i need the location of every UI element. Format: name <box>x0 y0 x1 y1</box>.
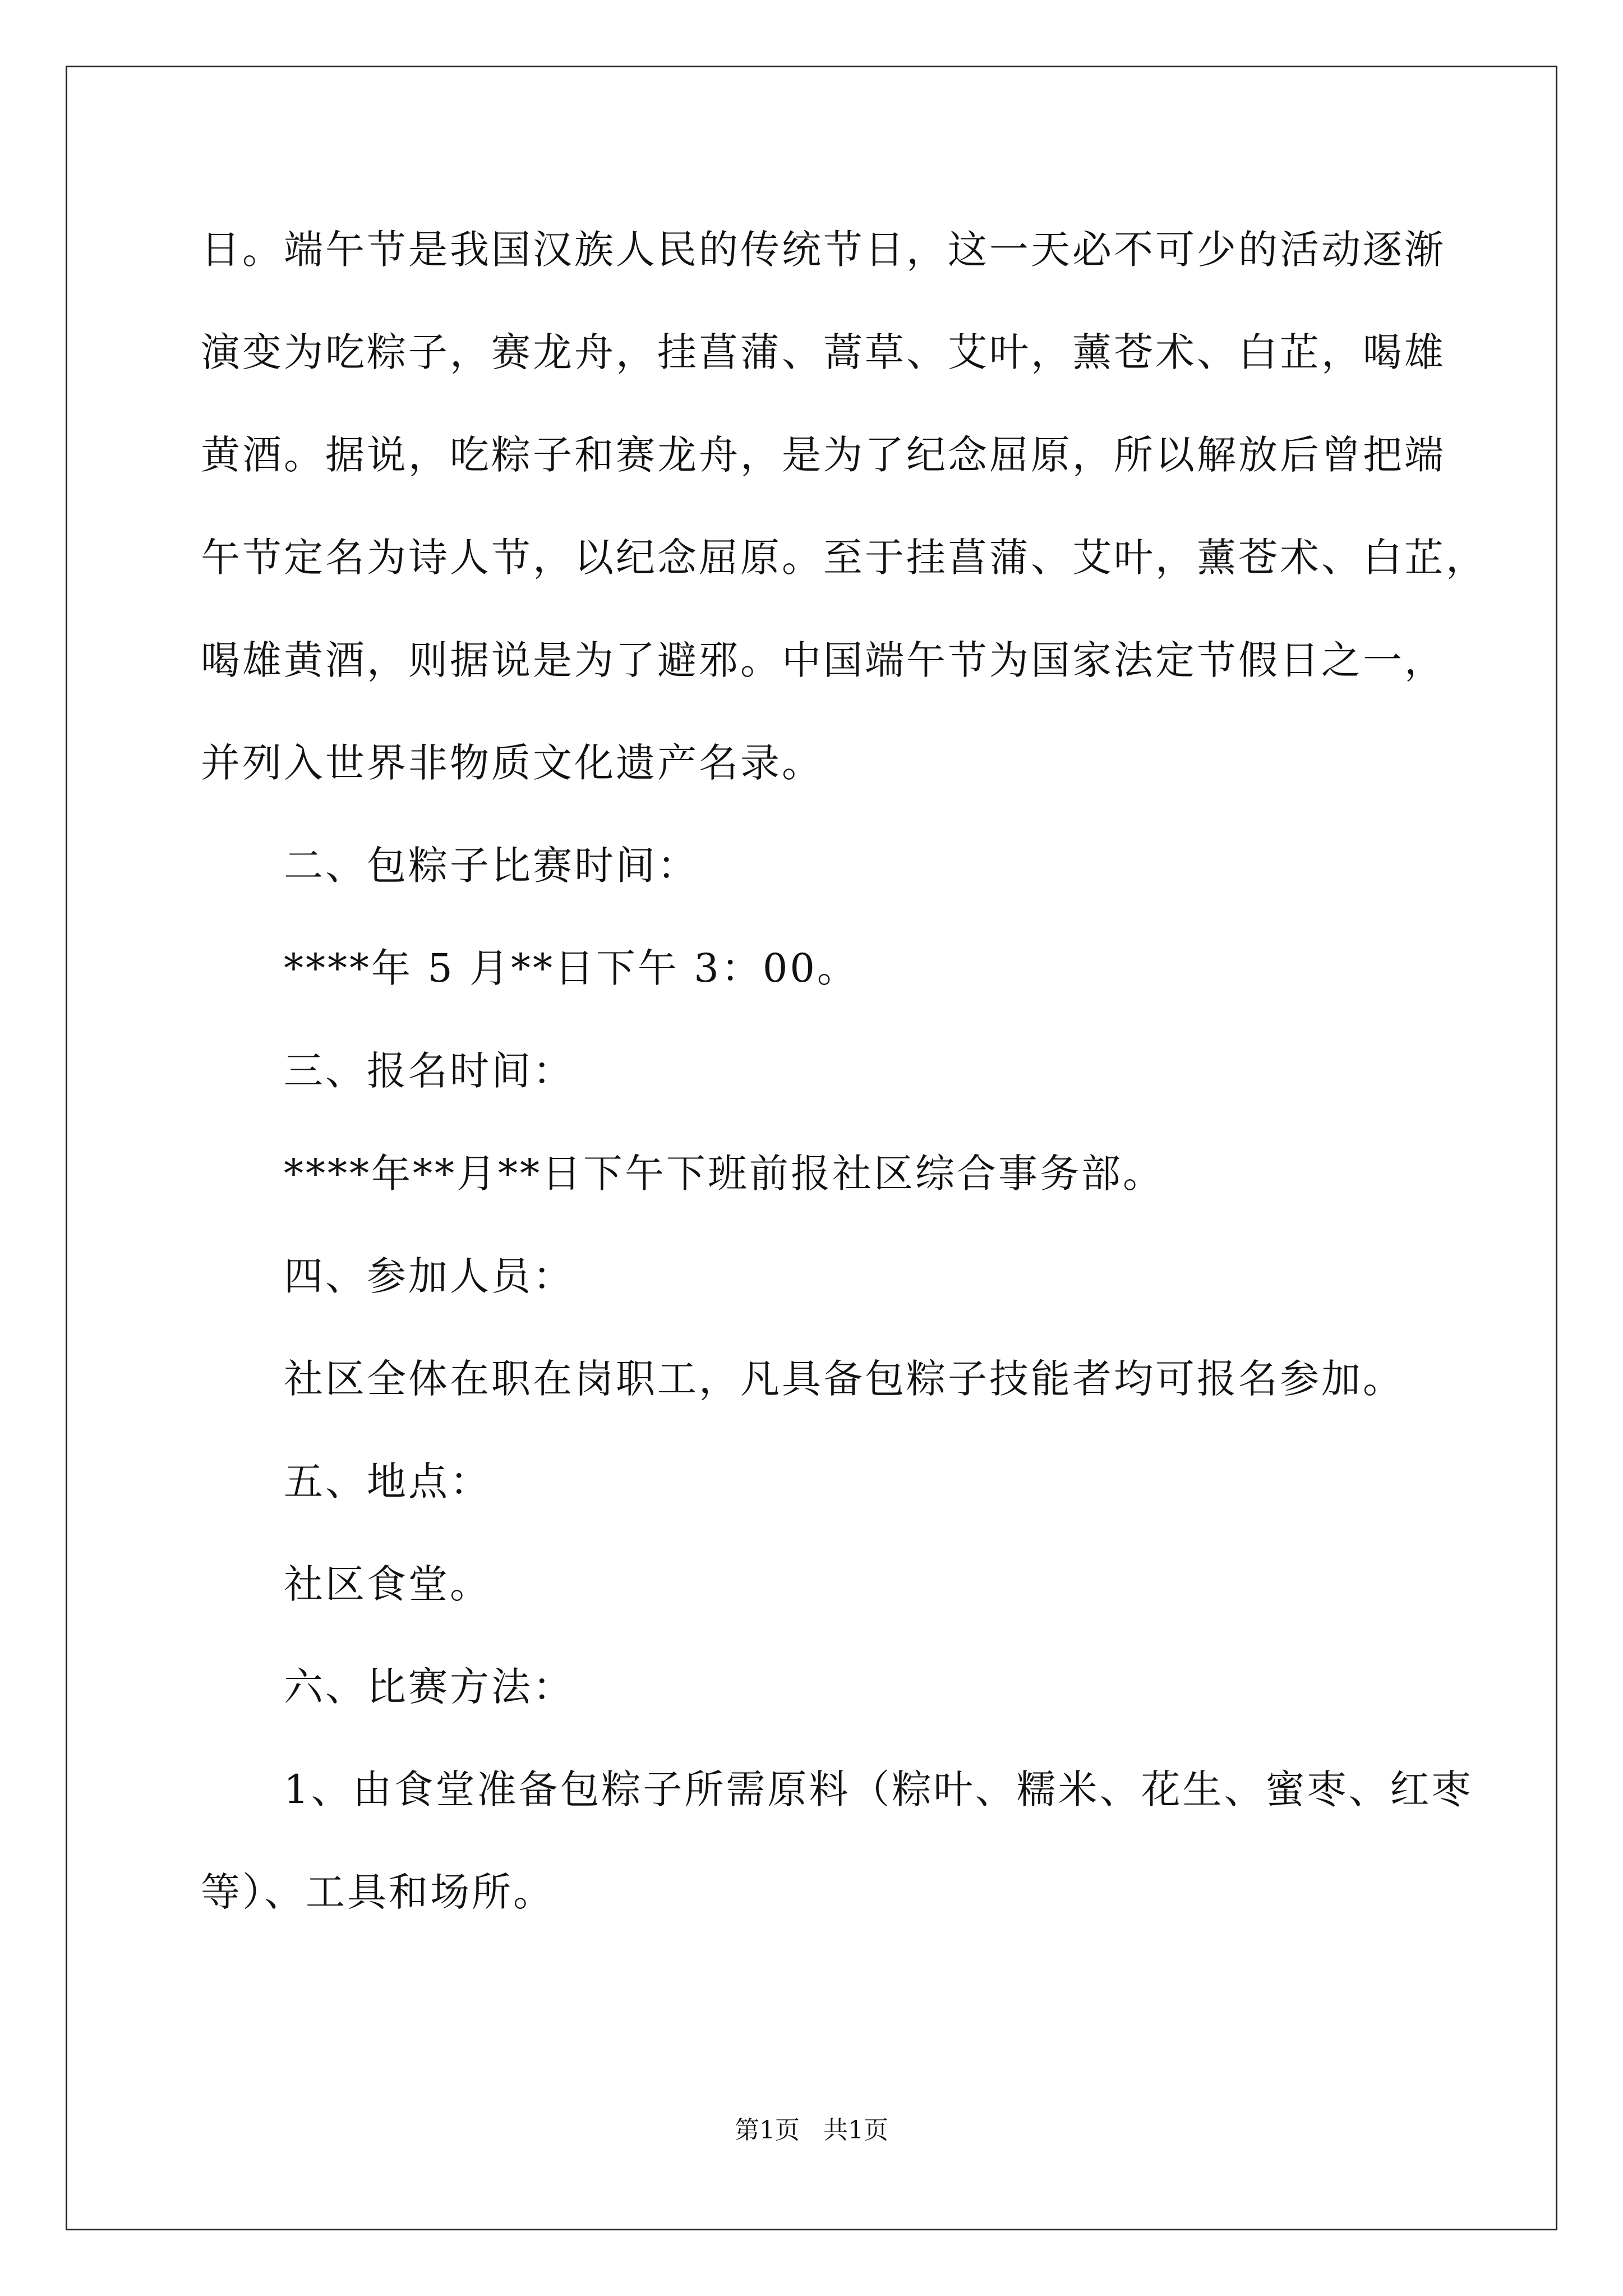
paragraph-line: 并列入世界非物质文化遗产名录。 <box>201 740 823 786</box>
page-footer: 第1页 共1页 <box>735 2116 888 2145</box>
method-item-1: 1、由食堂准备包粽子所需原料（粽叶、糯米、花生、蜜枣、红枣 <box>284 1766 1473 1812</box>
section-heading-location: 五、地点： <box>284 1458 491 1504</box>
registration-date: ****年**月**日下午下班前报社区综合事务部。 <box>284 1151 1164 1197</box>
paragraph-line: 日。端午节是我国汉族人民的传统节日，这一天必不可少的活动逐渐 <box>201 227 1446 273</box>
paragraph-line: 喝雄黄酒，则据说是为了避邪。中国端午节为国家法定节假日之一， <box>201 637 1446 683</box>
paragraph-line: 黄酒。据说，吃粽子和赛龙舟，是为了纪念屈原，所以解放后曾把端 <box>201 432 1446 478</box>
competition-date: ****年 5 月**日下午 3：00。 <box>284 945 859 991</box>
paragraph-line: 午节定名为诗人节，以纪念屈原。至于挂菖蒲、艾叶，薰苍术、白芷， <box>201 535 1487 581</box>
participants-text: 社区全体在职在岗职工，凡具备包粽子技能者均可报名参加。 <box>284 1356 1404 1402</box>
paragraph-line: 演变为吃粽子，赛龙舟，挂菖蒲、蒿草、艾叶，薰苍术、白芷，喝雄 <box>201 329 1446 375</box>
location-text: 社区食堂。 <box>284 1561 491 1607</box>
section-heading-method: 六、比赛方法： <box>284 1664 574 1710</box>
section-heading-registration: 三、报名时间： <box>284 1048 574 1094</box>
document-body <box>201 218 1487 1963</box>
section-heading-time: 二、包粽子比赛时间： <box>284 843 699 889</box>
section-heading-participants: 四、参加人员： <box>284 1253 574 1299</box>
method-item-1-continued: 等）、工具和场所。 <box>201 1869 555 1915</box>
